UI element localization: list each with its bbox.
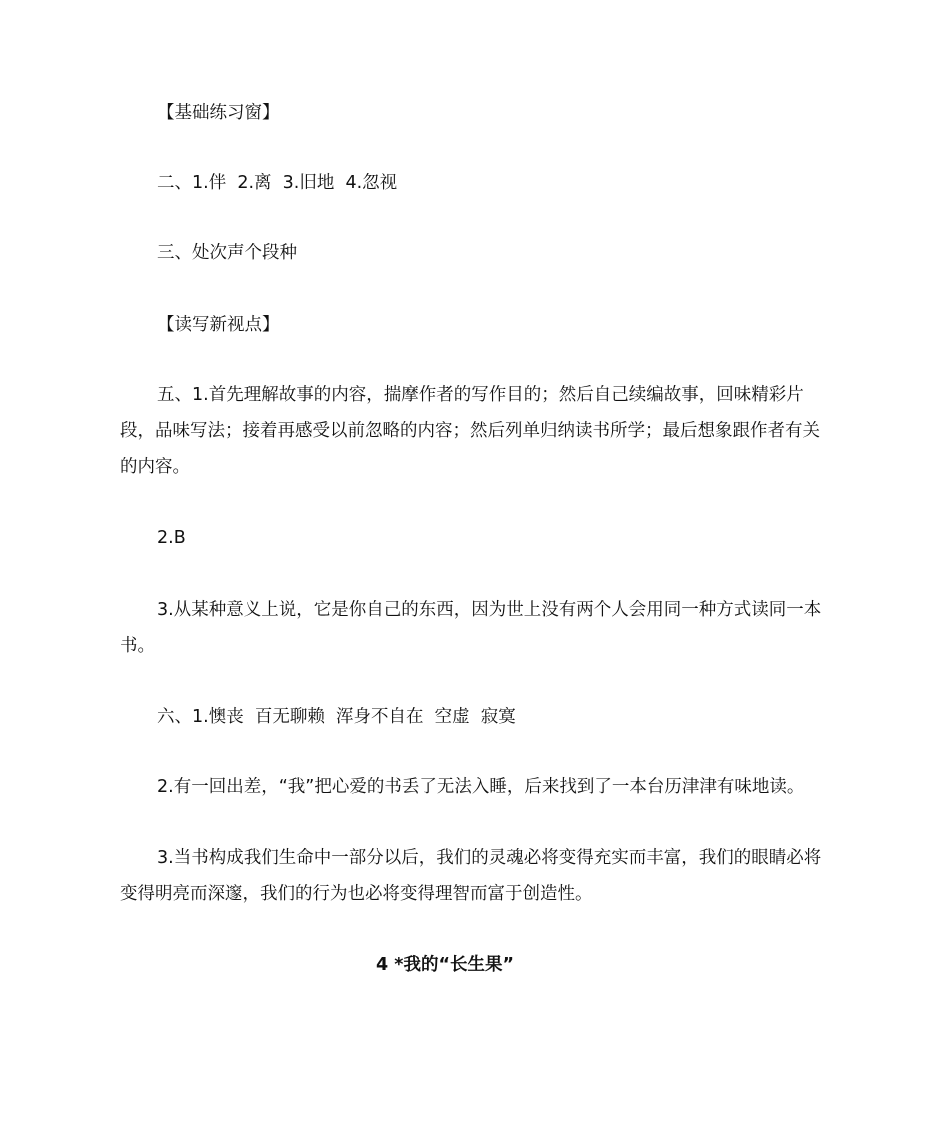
answer-question-5-3: 3.从某种意义上说，它是你自己的东西，因为世上没有两个人会用同一种方式读同一本书。 <box>120 600 822 656</box>
answer-question-6-1: 六、1.懊丧 百无聊赖 浑身不自在 空虚 寂寞 <box>157 707 516 727</box>
answer-question-3: 三、处次声个段种 <box>157 243 297 263</box>
answer-question-6-2: 2.有一回出差，“我”把心爱的书丢了无法入睡，后来找到了一本台历津津有味地读。 <box>157 777 805 797</box>
answer-question-5-2: 2.B <box>157 528 186 548</box>
section-heading-reading-writing: 【读写新视点】 <box>157 315 280 335</box>
section-heading-basic-practice: 【基础练习窗】 <box>157 103 280 123</box>
answer-question-6-3: 3.当书构成我们生命中一部分以后，我们的灵魂必将变得充实而丰富，我们的眼睛必将变得明亮而深邃，我们的行为也必将变得理智而富于创造性。 <box>120 848 822 904</box>
answer-question-5-1: 五、1.首先理解故事的内容，揣摩作者的写作目的；然后自己续编故事，回味精彩片段，品味写法；接着再感受以前忽略的内容；然后列单归纳读书所学；最后想象跟作者有关的内容。 <box>120 385 820 477</box>
chapter-title: 4 *我的“长生果” <box>376 955 514 975</box>
answer-question-2: 二、1.伴 2.离 3.旧地 4.忽视 <box>157 173 398 193</box>
